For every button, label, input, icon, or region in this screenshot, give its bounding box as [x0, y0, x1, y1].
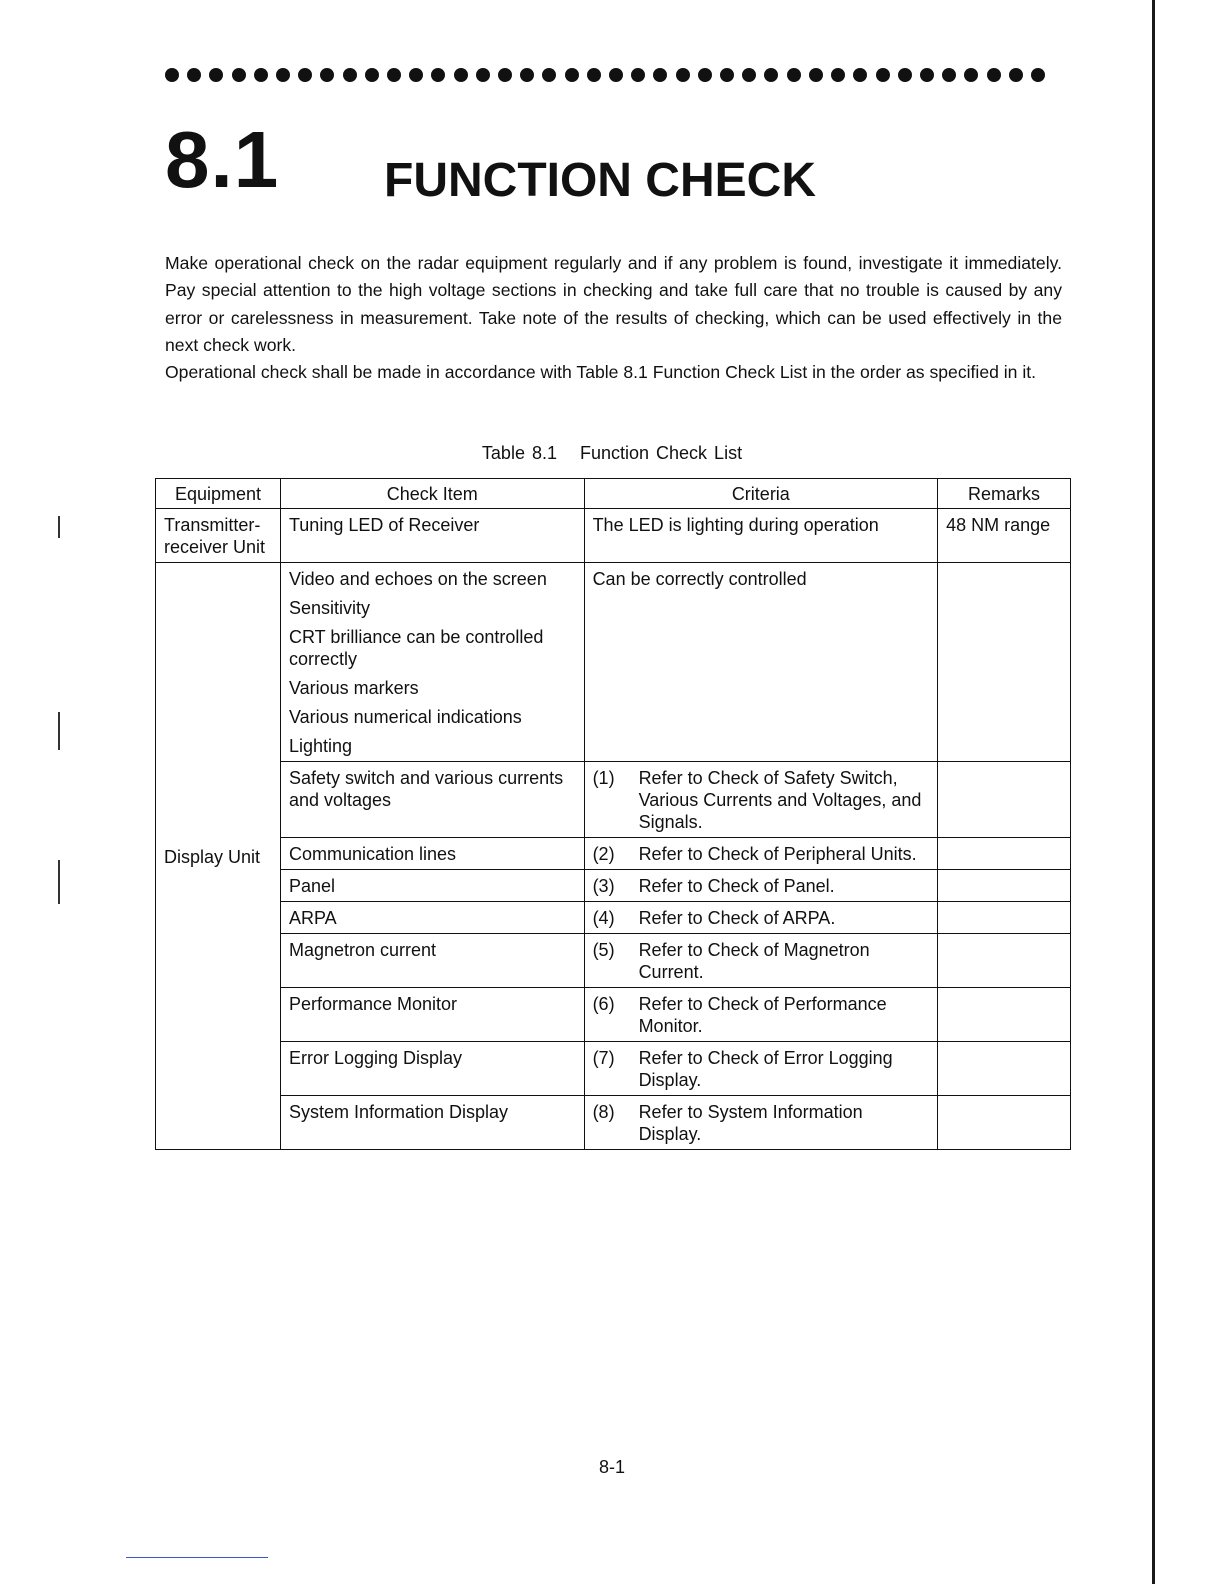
remarks-cell	[938, 934, 1071, 988]
remarks-cell	[938, 902, 1071, 934]
check-item-line: Sensitivity	[288, 598, 370, 618]
criteria-cell	[584, 1042, 938, 1096]
criteria-number: (6)	[592, 994, 615, 1014]
section-number: 8.1	[165, 115, 280, 204]
dot-divider	[165, 68, 1045, 82]
criteria-text: Refer to Check of Performance Monitor.	[638, 994, 887, 1036]
check-item-cell: Safety switch and various currents and voltages	[280, 762, 584, 838]
remarks-cell	[938, 1042, 1071, 1096]
scan-mark	[58, 516, 60, 538]
table-row	[156, 870, 1071, 902]
criteria-cell	[584, 902, 938, 934]
equipment-cell: Display Unit	[156, 563, 281, 1150]
criteria-text: Refer to Check of Peripheral Units.	[638, 844, 917, 864]
criteria-number: (4)	[592, 908, 615, 928]
table-row	[156, 934, 1071, 988]
intro-paragraph: Operational check shall be made in accordance with Table 8.1 Function Check List in the order as specified in it.	[165, 362, 1037, 383]
check-item-line: Video and echoes on the screen	[288, 569, 547, 589]
table-caption-label: Table 8.1	[481, 443, 557, 463]
remarks-cell	[938, 988, 1071, 1042]
header-equipment: Equipment	[156, 479, 281, 509]
criteria-number: (2)	[592, 844, 615, 864]
criteria-cell	[584, 870, 938, 902]
criteria-text: Refer to System Information Display.	[638, 1102, 863, 1144]
criteria-text: Refer to Check of Error Logging Display.	[638, 1048, 893, 1090]
remarks-cell	[938, 563, 1071, 762]
intro-text	[165, 250, 1062, 386]
criteria-number: (7)	[592, 1048, 615, 1068]
header-check-item: Check Item	[280, 479, 584, 509]
remarks-cell	[938, 838, 1071, 870]
check-item-line: Lighting	[288, 736, 353, 756]
criteria-text: Refer to Check of Magnetron Current.	[638, 940, 870, 982]
check-item-cell: Performance Monitor	[280, 988, 584, 1042]
table-row	[156, 509, 1071, 563]
criteria-text: Refer to Check of ARPA.	[638, 908, 836, 928]
table-row	[156, 1042, 1071, 1096]
check-item-line: Various markers	[288, 678, 419, 698]
page-number: 8-1	[598, 1457, 625, 1477]
table-caption	[0, 443, 1224, 464]
equipment-cell: Transmitter-receiver Unit	[156, 509, 281, 563]
table-row	[156, 762, 1071, 838]
check-item-cell: Magnetron current	[280, 934, 584, 988]
criteria-number: (5)	[592, 940, 615, 960]
header-criteria: Criteria	[584, 479, 938, 509]
table-caption-title: Function Check List	[580, 443, 743, 463]
section-title: FUNCTION CHECK	[384, 154, 816, 207]
check-item-cell: Tuning LED of Receiver	[280, 509, 584, 563]
criteria-cell: The LED is lighting during operation	[584, 509, 938, 563]
criteria-number: (8)	[592, 1102, 615, 1122]
remarks-cell	[938, 870, 1071, 902]
remarks-cell: 48 NM range	[938, 509, 1071, 563]
scan-mark	[58, 860, 60, 904]
header-remarks: Remarks	[938, 479, 1071, 509]
bottom-rule	[126, 1557, 268, 1558]
criteria-cell	[584, 762, 938, 838]
table-row	[156, 988, 1071, 1042]
criteria-cell	[584, 934, 938, 988]
criteria-cell	[584, 838, 938, 870]
remarks-cell	[938, 762, 1071, 838]
page-edge-border	[1152, 0, 1155, 1584]
criteria-text: Refer to Check of Safety Switch, Various Currents and Voltages, and Signals.	[638, 768, 922, 832]
criteria-cell	[584, 1096, 938, 1150]
check-item-cell: Error Logging Display	[280, 1042, 584, 1096]
check-item-cell: ARPA	[280, 902, 584, 934]
table-header-row	[156, 479, 1071, 509]
criteria-cell: Can be correctly controlled	[584, 563, 938, 762]
table-row	[156, 902, 1071, 934]
criteria-number: (3)	[592, 876, 615, 896]
function-check-table	[155, 478, 1071, 1150]
check-item-cell: Communication lines	[280, 838, 584, 870]
table-row	[156, 838, 1071, 870]
check-item-cell	[280, 563, 584, 762]
criteria-number: (1)	[592, 768, 615, 788]
criteria-text: Refer to Check of Panel.	[638, 876, 835, 896]
criteria-cell	[584, 988, 938, 1042]
table-row	[156, 1096, 1071, 1150]
check-item-line: CRT brilliance can be controlled correctly	[288, 627, 544, 669]
check-item-cell: Panel	[280, 870, 584, 902]
remarks-cell	[938, 1096, 1071, 1150]
check-item-cell: System Information Display	[280, 1096, 584, 1150]
intro-paragraph: Make operational check on the radar equipment regularly and if any problem is found, investigate it immediately. Pay special attention to the high voltage sections in checking and take full care that no trouble is caused by any error or carelessness in measurement. Take note of the results of checking, which can be used effectively in the next check work.	[165, 253, 1062, 355]
table-row	[156, 563, 1071, 762]
check-item-line: Various numerical indications	[288, 707, 522, 727]
scan-mark	[58, 712, 60, 750]
